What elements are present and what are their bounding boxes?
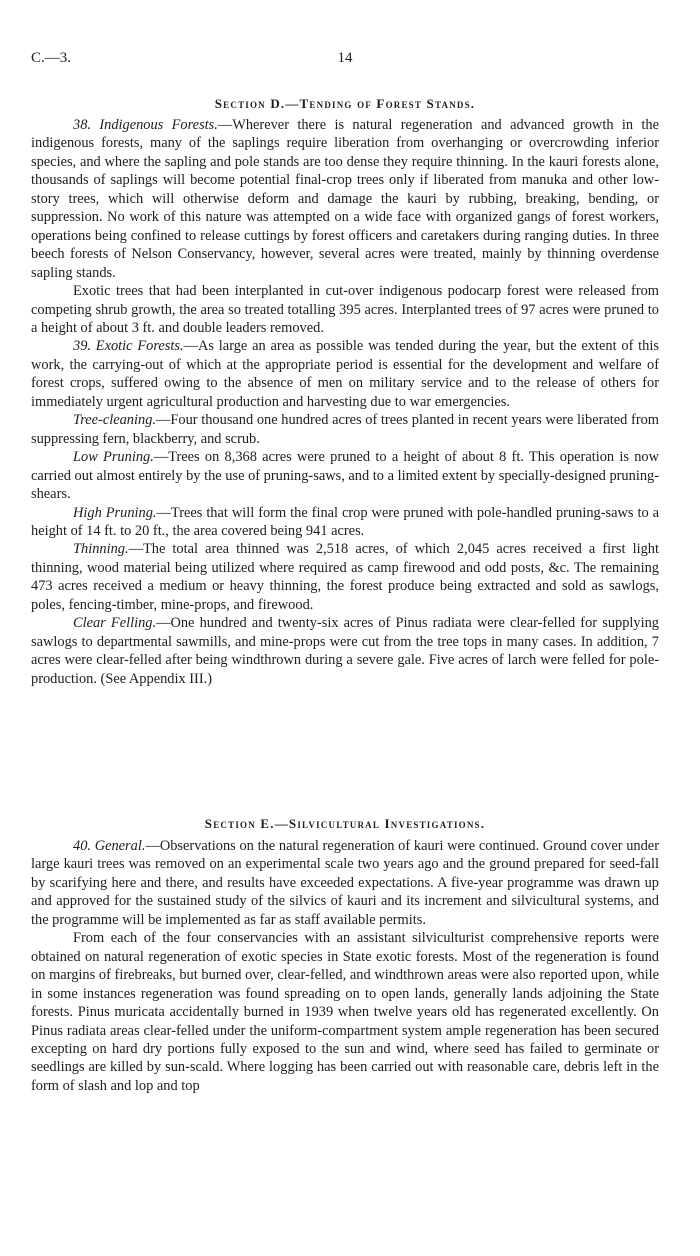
paragraph-text: From each of the four conservancies with an assistant silviculturist comprehensive reports were obtained on natural regeneration of exotic species in State exotic forests. Most of the regeneration is found on margins of firebreaks, but burned over, clear-felled, and windthrown areas were also reported upon, while in some instances regeneration was found spreading on to open lands, generally lands adjoining the State forests. Pinus muricata accidentally burned in 1939 when twelve years old has regenerated excellently. On Pinus radiata areas clear-felled under the uniform-compartment system ample regeneration has been secured excepting on hard dry portions fully exposed to the sun and wind, where seed has failed to germinate or seedlings are killed by sun-scald. Where logging has been carried out with reasonable care, debris left in the form of slash and lop and top: [31, 930, 659, 1094]
paragraph-text: —Observations on the natural regeneration of kauri were continued. Ground cover under large kauri trees was removed on an experimental scale two years ago and the ground prepared for seed-fall by scarifying here and there, and results have exceeded expectations. A five-year programme was drawn up and approved for the sustained study of the silvics of kauri and its increment and silvicultural systems, and the programme will be implemented as far as staff available permits.: [31, 838, 659, 928]
paragraph-text: —One hundred and twenty-six acres of Pinus radiata were clear-felled for supplying sawlogs to departmental sawmills, and mine-props were cut from the tree tops in many cases. In addition, 7 acres were clear-felled after being windthrown during a severe gale. Five acres of larch were felled for pole-production. (See Appendix III.): [31, 615, 659, 687]
paragraph: [31, 614, 659, 688]
paragraph-text: —Four thousand one hundred acres of trees planted in recent years were liberated from suppressing fern, blackberry, and scrub.: [31, 412, 659, 447]
paragraph: [31, 837, 659, 929]
paragraph-text: —Trees on 8,368 acres were pruned to a height of about 8 ft. This operation is now carried out almost entirely by the use of pruning-saws, and to a limited extent by specially-designed pruning-shears.: [31, 449, 659, 503]
running-head: [31, 50, 659, 70]
paragraph-lead: Clear Felling.: [73, 615, 157, 632]
paragraph-text: Exotic trees that had been interplanted in cut-over indigenous podocarp forest were released from competing shrub growth, the area so treated totalling 395 acres. Interplanted trees of 97 acres were pruned to a height of about 3 ft. and double leaders removed.: [31, 283, 659, 336]
section-d-title: Section D.—Tending of Forest Stands.: [214, 96, 476, 111]
report-code: C.—3.: [31, 50, 72, 66]
paragraph-text: —As large an area as possible was tended during the year, but the extent of this work, the carrying-out of which at the appropriate period is essential for the development and welfare of forest crops, suffered owing to the absence of men on military service and to the release of others for immediately urgent agricultural production and harvesting due to war emergencies.: [31, 338, 659, 410]
paragraph: [31, 282, 659, 337]
paragraph-lead: Tree-cleaning.: [73, 412, 156, 429]
paragraph-lead: 38. Indigenous Forests.: [73, 117, 218, 133]
paragraph-lead: Low Pruning.: [73, 449, 154, 466]
paragraph: [31, 929, 659, 1095]
paragraph: [31, 116, 659, 282]
paragraph-lead: 39. Exotic Forests.: [73, 338, 184, 355]
paragraph-text: —The total area thinned was 2,518 acres, of which 2,045 acres received a first light thinning, wood material being utilized where required as camp firewood and odd posts, &c. The remaining 473 acres received a medium or heavy thinning, the forest produce being extracted and sold as sawlogs, poles, fencing-timber, mine-props, and firewood.: [31, 541, 659, 613]
paragraph-lead: Thinning.: [73, 541, 129, 558]
paragraph-lead: 40. General.: [73, 838, 146, 854]
paragraph: [31, 504, 659, 541]
section-d-body: [31, 116, 659, 688]
section-e-body: [31, 837, 659, 1095]
paragraph-lead: High Pruning.: [73, 504, 157, 521]
paragraph: [31, 411, 659, 448]
paragraph: [31, 337, 659, 411]
section-e-title: Section E.—Silvicultural Investigations.: [204, 816, 486, 831]
page-number: 14: [337, 50, 353, 66]
paragraph: [31, 540, 659, 614]
paragraph-text: —Trees that will form the final crop were pruned with pole-handled pruning-saws to a height of 14 ft. to 20 ft., the area covered being 941 acres.: [31, 504, 659, 539]
paragraph: [31, 448, 659, 503]
paragraph-text: —Wherever there is natural regeneration and advanced growth in the indigenous forests, many of the saplings require liberation from overhanging or overcrowding inferior species, and where the sapling and pole stands are too dense they require thinning. In the kauri forests alone, thousands of saplings will become potential final-crop trees only if liberated from manuka and other low-story trees, which will otherwise deform and damage the kauri by rubbing, breaking, bending, or suppression. No work of this nature was attempted on a wide face with organized gangs of forest workers, operations being confined to release cuttings by forest officers and caretakers during ranging duties. In three beech forests of Nelson Conservancy, however, several acres were treated, mainly by thinning overdense sapling stands.: [31, 117, 659, 281]
